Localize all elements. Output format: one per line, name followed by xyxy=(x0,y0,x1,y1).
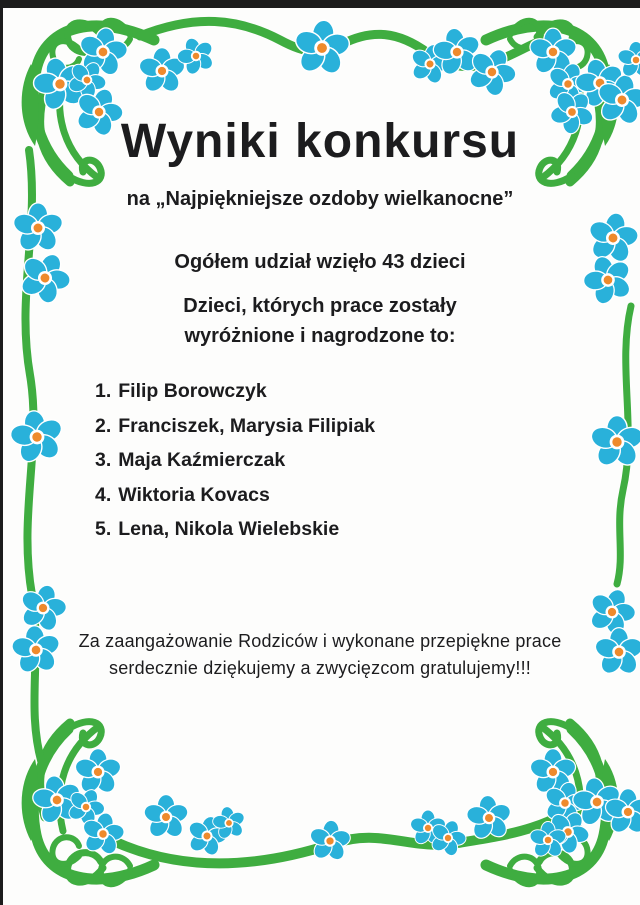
winners-list xyxy=(95,374,375,547)
flower-icon xyxy=(589,416,640,470)
flower-icon xyxy=(290,18,354,80)
list-item xyxy=(95,374,375,409)
intro-text xyxy=(40,291,600,351)
page-title: Wyniki konkursu xyxy=(120,115,520,168)
flower-icon xyxy=(142,794,190,840)
winner-number: 4. xyxy=(95,483,112,506)
scan-edge-left xyxy=(0,0,3,905)
scan-edge-top xyxy=(0,0,640,8)
list-item xyxy=(95,409,375,444)
intro-line-1: Dzieci, których prace zostały xyxy=(183,295,457,317)
flower-icon xyxy=(306,818,354,864)
contest-subtitle: na „Najpiękniejsze ozdoby wielkanocne” xyxy=(126,188,514,210)
winner-name: Wiktoria Kovacs xyxy=(118,483,270,506)
closing-line-1: Za zaangażowanie Rodziców i wykonane przepiękne prace xyxy=(78,631,562,651)
winner-name: Maja Kaźmierczak xyxy=(118,449,286,471)
winner-name: Filip Borowczyk xyxy=(118,380,267,402)
list-item xyxy=(95,512,375,547)
list-item xyxy=(95,478,375,513)
winner-number: 3. xyxy=(95,449,112,471)
winner-number: 5. xyxy=(95,518,112,540)
closing-text xyxy=(40,628,600,682)
flower-icon xyxy=(4,406,69,469)
flower-icon xyxy=(73,749,123,796)
closing-line-2: serdecznie dziękujemy a zwycięzcom gratulujemy!!! xyxy=(109,658,531,678)
winner-name: Lena, Nikola Wielebskie xyxy=(118,518,340,540)
winner-number: 2. xyxy=(95,414,112,437)
winner-name: Franciszek, Marysia Filipiak xyxy=(118,414,376,437)
winner-number: 1. xyxy=(95,380,112,402)
participation-line: Ogółem udział wzięło 43 dzieci xyxy=(174,251,466,273)
list-item xyxy=(95,443,375,478)
intro-line-2: wyróżnione i nagrodzone to: xyxy=(184,325,456,347)
